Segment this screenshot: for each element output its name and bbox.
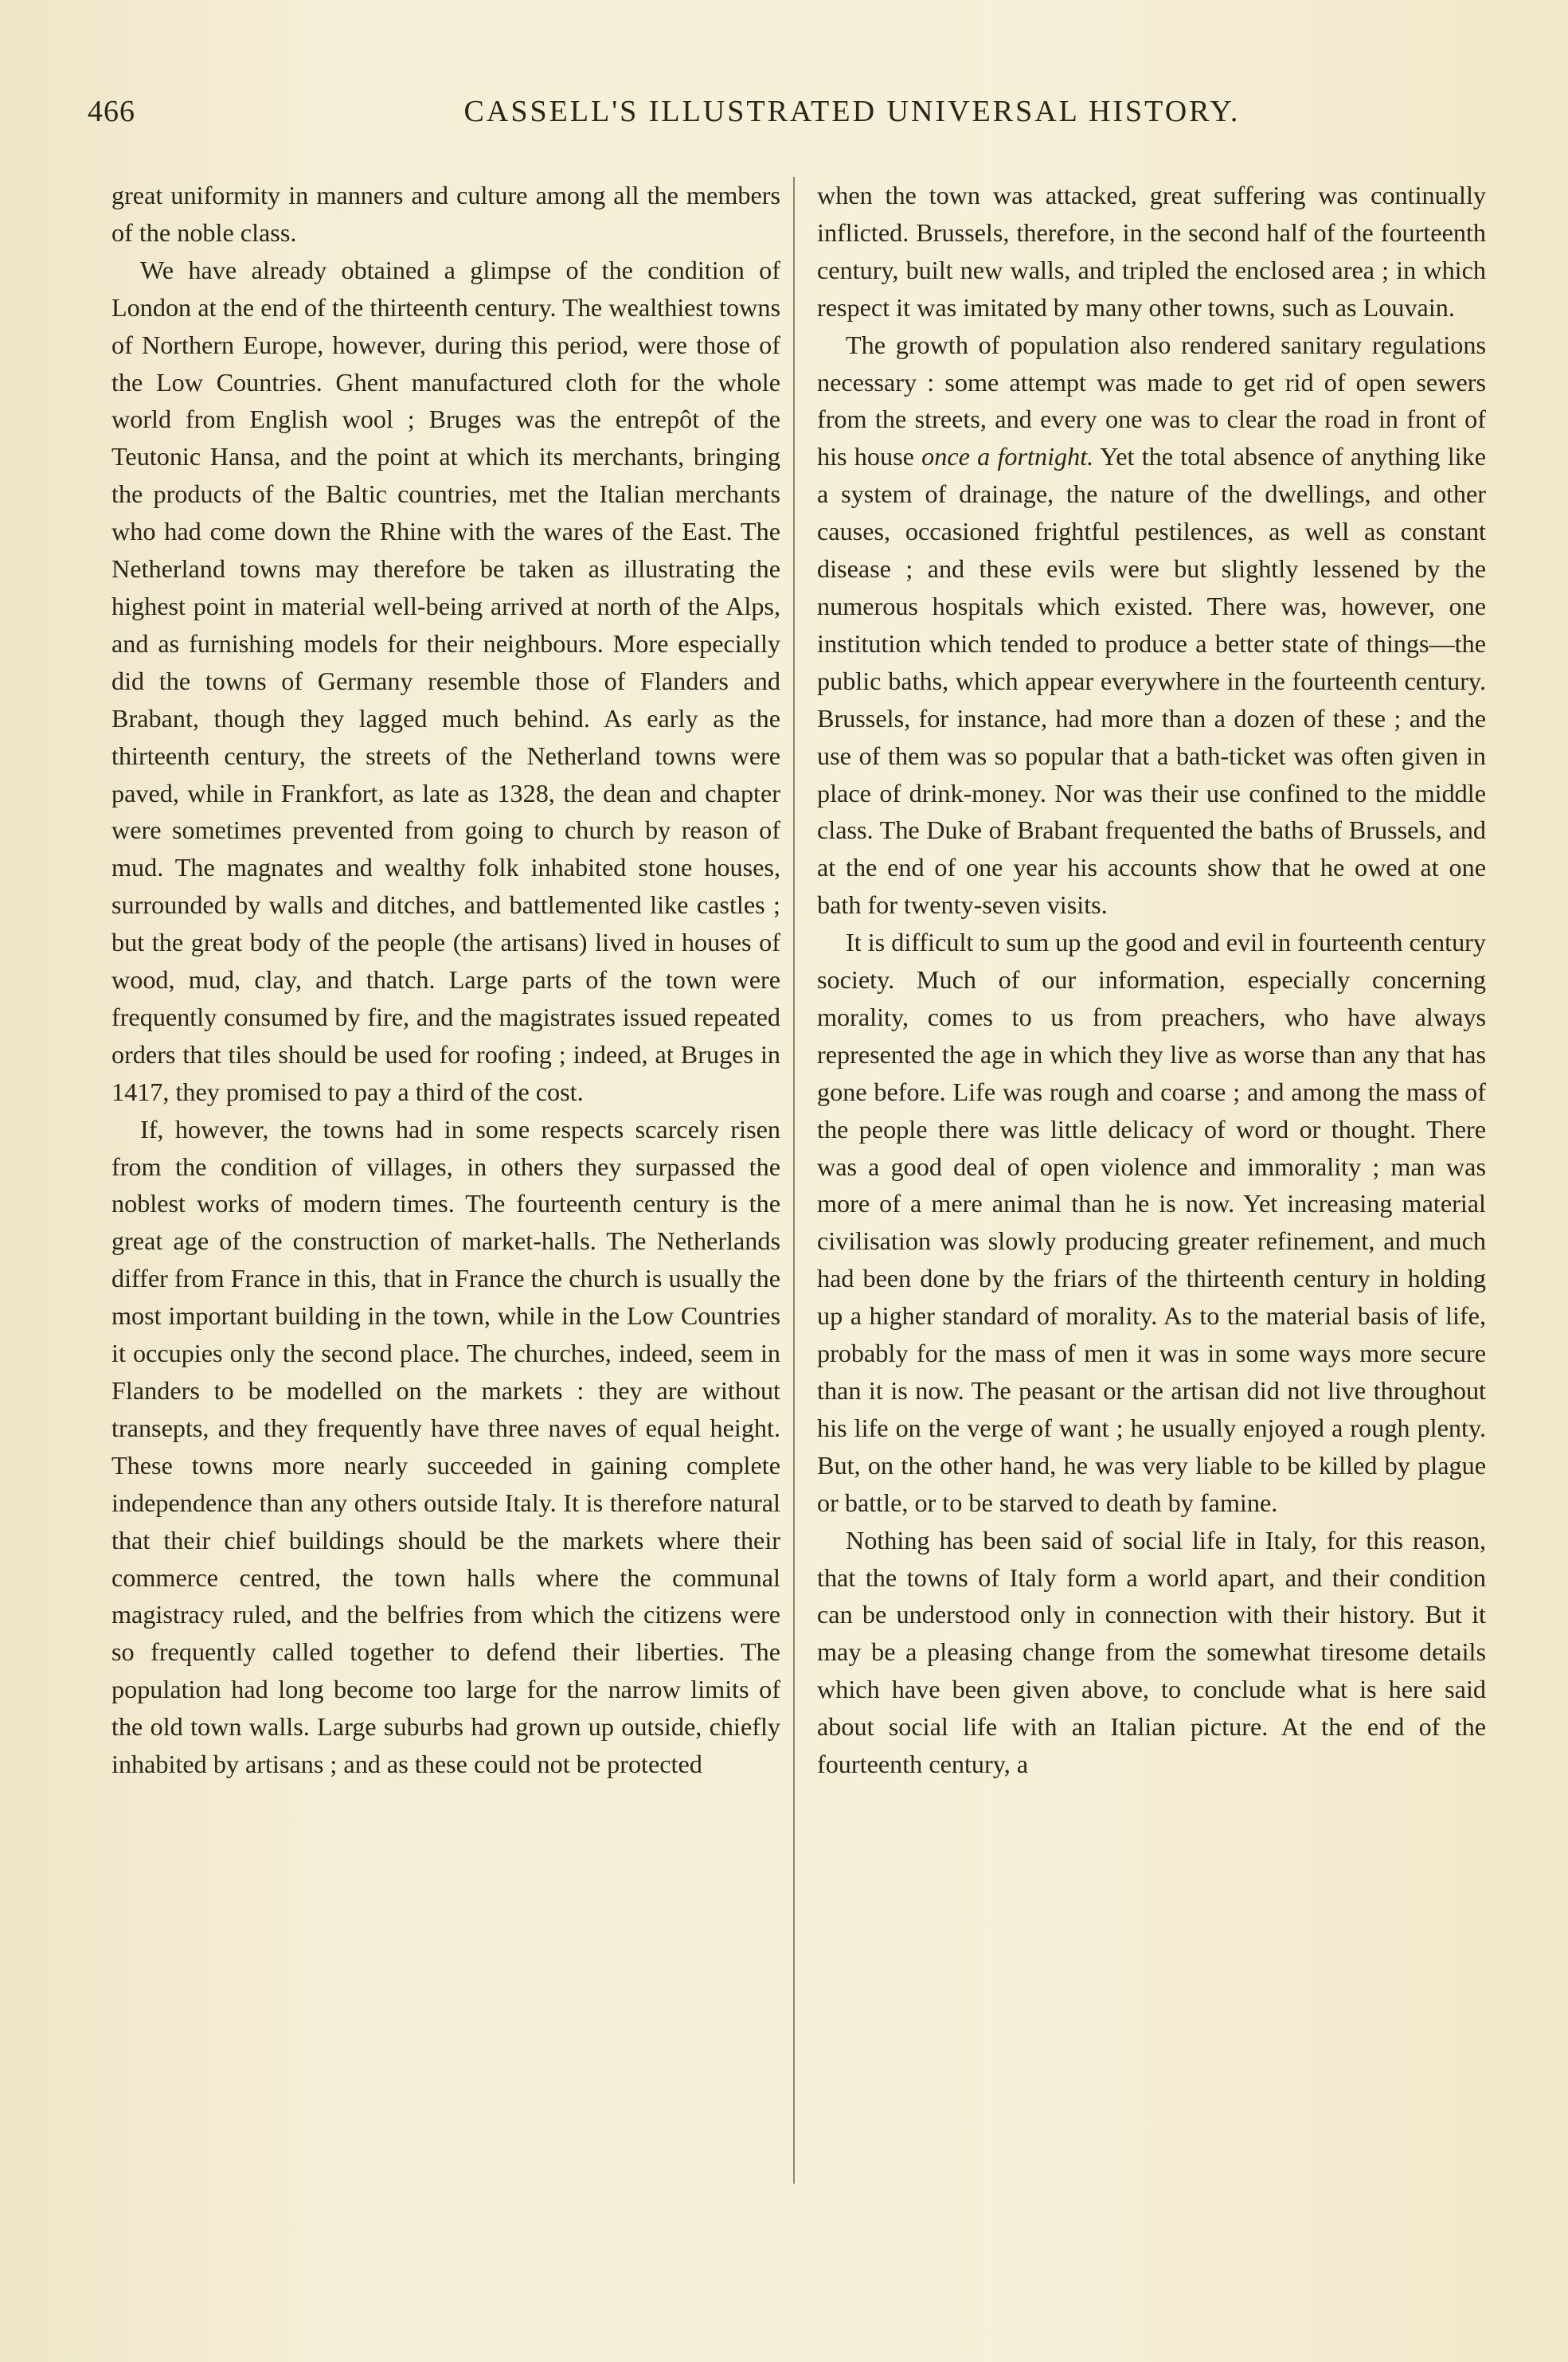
left-paragraph-3: If, however, the towns had in some respects scarcely risen from the condition of villages, in others they surpassed the noblest works of modern times. The fourteenth century is the great age of the construction of market-halls. The Netherlands differ from France in this, that in France the church is usually the most important building in the town, while in the Low Countries it occupies only the second place. The churches, indeed, seem in Flanders to be modelled on the markets : they are without transepts, and they frequently have three naves of equal height. These towns more nearly succeeded in gaining complete independence than any others outside Italy. It is therefore natural that their chief buildings should be the markets where their commerce centred, the town halls where the communal magistracy ruled, and the belfries from which the citizens were so frequently called together to defend their liberties. The population had long become too large for the narrow limits of the old town walls. Large suburbs had grown up outside, chiefly inhabited by artisans ; and as these could not be protected bbox=[111, 1114, 780, 1779]
right-paragraph-3: It is difficult to sum up the good and evil in fourteenth century society. Much of our information, especially concerning morality, comes to us from preachers, who have always represented the age in which they live as worse than any that has gone before. Life was rough and coarse ; and among the mass of the people there was little delicacy of word or thought. There was a good deal of open violence and immorality ; man was more of a mere animal than he is now. Yet increasing material civilisation was slowly producing greater refinement, and much had been done by the friars of the thirteenth century in holding up a higher standard of morality. As to the material basis of life, probably for the mass of men it was in some ways more secure than it is now. The peasant or the artisan did not live throughout his life on the verge of want ; he usually enjoyed a rough plenty. But, on the other hand, he was very liable to be killed by plague or battle, or to be starved to death by famine. bbox=[817, 928, 1486, 1517]
right-column bbox=[817, 177, 1486, 1783]
right-paragraph-2-emphasis: once a fortnight. bbox=[921, 442, 1094, 471]
left-column bbox=[111, 177, 780, 1783]
right-paragraph-2-text-b: Yet the total absence of anything like a system of drainage, the nature of the dwellings, and other causes, occasioned frightful pestilences, as well as constant disease ; and these evils were but slightly lessened by the numerous hospitals which existed. There was, however, one institution which tended to produce a better state of things—the public baths, which appear everywhere in the fourteenth century. Brussels, for instance, had more than a dozen of these ; and the use of them was so popular that a bath-ticket was often given in place of drink-money. Nor was their use confined to the middle class. The Duke of Brabant frequented the baths of Brussels, and at the end of one year his accounts show that he owed at one bath for twenty-seven visits. bbox=[817, 442, 1487, 920]
right-paragraph-2-text-a: The growth of population also rendered sanitary regulations necessary : some attempt was made to get rid of open sewers from the streets, and every one was to clear the road in front of his house bbox=[817, 330, 1486, 471]
page-number: 466 bbox=[88, 95, 135, 128]
left-paragraph-1: great uniformity in manners and culture among all the members of the noble class. bbox=[111, 181, 780, 247]
right-paragraph-1: when the town was attacked, great suffering was continually inflicted. Brussels, therefore, in the second half of the fourteenth century, built new walls, and tripled the enclosed area ; in which respect it was imitated by many other towns, such as Louvain. bbox=[817, 181, 1486, 322]
running-title: CASSELL'S ILLUSTRATED UNIVERSAL HISTORY. bbox=[463, 95, 1241, 128]
left-paragraph-2: We have already obtained a glimpse of the condition of London at the end of the thirteenth century. The wealthiest towns of Northern Europe, however, during this period, were those of the Low Countries. Ghent manufactured cloth for the whole world from English wool ; Bruges was the entrepôt of the Teutonic Hansa, and the point at which its merchants, bringing the products of the Baltic countries, met the Italian merchants who had come down the Rhine with the wares of the East. The Netherland towns may therefore be taken as illustrating the highest point in material well-being arrived at north of the Alps, and as furnishing models for their neighbours. More especially did the towns of Germany resemble those of Flanders and Brabant, though they lagged much behind. As early as the thirteenth century, the streets of the Netherland towns were paved, while in Frankfort, as late as 1328, the dean and chapter were sometimes prevented from going to church by reason of mud. The magnates and wealthy folk inhabited stone houses, surrounded by walls and ditches, and battlemented like castles ; but the great body of the people (the artisans) lived in houses of wood, mud, clay, and thatch. Large parts of the town were frequently consumed by fire, and the magistrates issued repeated orders that tiles should be used for roofing ; indeed, at Bruges in 1417, they promised to pay a third of the cost. bbox=[111, 255, 780, 1106]
column-divider bbox=[793, 177, 795, 2184]
page-header bbox=[88, 94, 1521, 142]
right-paragraph-2 bbox=[817, 327, 1486, 925]
right-paragraph-4: Nothing has been said of social life in Italy, for this reason, that the towns of Italy form a world apart, and their condition can be understood only in connection with their history. But it may be a pleasing change from the somewhat tiresome details which have been given above, to conclude what is here said about social life with an Italian picture. At the end of the fourteenth century, a bbox=[817, 1525, 1486, 1779]
